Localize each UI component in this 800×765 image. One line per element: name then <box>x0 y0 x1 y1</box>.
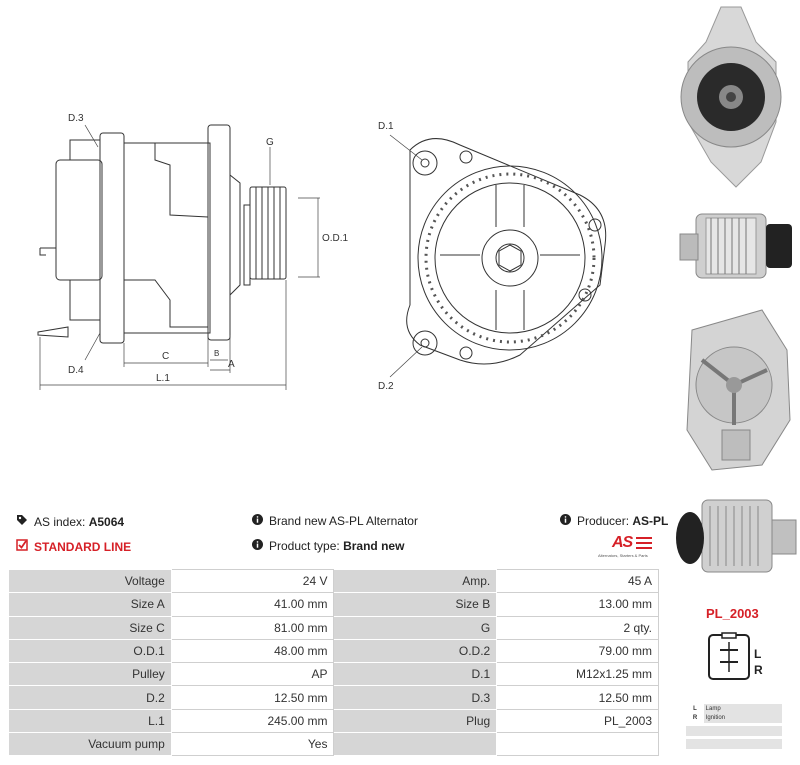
as-pl-logo <box>598 534 658 560</box>
as-index-value: A5064 <box>88 514 125 529</box>
product-photo-front <box>666 2 796 192</box>
product-type-row <box>252 539 404 553</box>
as-index-label: AS index: <box>34 514 86 529</box>
spec-value: 41.00 mm <box>171 593 334 616</box>
front-view-drawing <box>370 115 640 395</box>
spec-row <box>9 593 659 616</box>
spec-value: M12x1.25 mm <box>497 663 659 686</box>
product-photo-angle <box>672 486 800 584</box>
spec-label: Size A <box>9 593 172 616</box>
spec-value: 12.50 mm <box>497 686 659 709</box>
plug-legend-row-3 <box>686 726 782 736</box>
label-d2: D.2 <box>378 381 394 392</box>
spec-value: Yes <box>171 733 334 756</box>
spec-label <box>334 733 497 756</box>
spec-label: D.3 <box>334 686 497 709</box>
legend-key: L <box>686 704 704 714</box>
label-l1: L.1 <box>156 373 170 384</box>
plug-pin-l: L <box>754 647 762 661</box>
legend-desc: Lamp <box>705 706 721 712</box>
logo-mark: AS <box>612 534 633 551</box>
product-photo-rear <box>672 300 800 480</box>
spec-label: D.2 <box>9 686 172 709</box>
tag-icon <box>16 514 28 529</box>
standard-line-row <box>16 539 131 554</box>
spec-label: Size B <box>334 593 497 616</box>
spec-value: PL_2003 <box>497 709 659 732</box>
spec-row <box>9 709 659 732</box>
label-d1: D.1 <box>378 121 394 132</box>
label-od1: O.D.1 <box>322 233 349 244</box>
spec-row <box>9 663 659 686</box>
spec-value <box>497 733 659 756</box>
spec-value: 245.00 mm <box>171 709 334 732</box>
spec-row <box>9 639 659 662</box>
label-g: G <box>266 137 274 148</box>
spec-label: Pulley <box>9 663 172 686</box>
specs-table <box>8 569 659 756</box>
spec-label: G <box>334 616 497 639</box>
spec-value: 81.00 mm <box>171 616 334 639</box>
plug-code: PL_2003 <box>706 606 759 621</box>
label-c: C <box>162 351 170 362</box>
spec-value: 13.00 mm <box>497 593 659 616</box>
spec-label: Plug <box>334 709 497 732</box>
producer-value: AS-PL <box>632 514 669 528</box>
producer-row <box>560 514 668 528</box>
legend-desc: Ignition <box>705 715 726 721</box>
spec-row <box>9 616 659 639</box>
spec-value: 45 A <box>497 570 659 593</box>
spec-label: O.D.2 <box>334 639 497 662</box>
label-b: B <box>214 349 220 358</box>
spec-label: Vacuum pump <box>9 733 172 756</box>
spec-value: 12.50 mm <box>171 686 334 709</box>
description-row <box>252 514 418 528</box>
spec-value: 2 qty. <box>497 616 659 639</box>
spec-value: AP <box>171 663 334 686</box>
as-index-row <box>16 514 124 529</box>
description-text: Brand new AS-PL Alternator <box>269 514 418 528</box>
plug-legend-row-2 <box>686 713 782 723</box>
label-a: A <box>228 359 235 370</box>
spec-label: L.1 <box>9 709 172 732</box>
spec-row <box>9 570 659 593</box>
product-photo-side <box>676 196 800 296</box>
spec-label: O.D.1 <box>9 639 172 662</box>
check-square-icon <box>16 539 28 554</box>
producer-label: Producer: <box>577 514 630 528</box>
spec-label: Amp. <box>334 570 497 593</box>
spec-label: Voltage <box>9 570 172 593</box>
plug-pin-r: R <box>754 663 763 677</box>
product-type-label: Product type: <box>269 539 340 553</box>
label-d4: D.4 <box>68 365 84 376</box>
product-type-value: Brand new <box>343 539 405 553</box>
plug-legend-row-4 <box>686 739 782 749</box>
side-view-drawing <box>30 105 360 395</box>
logo-tagline: Alternators, Starters & Parts <box>598 553 648 558</box>
label-d3: D.3 <box>68 113 84 124</box>
info-icon <box>252 539 263 553</box>
spec-value: 48.00 mm <box>171 639 334 662</box>
spec-value: 79.00 mm <box>497 639 659 662</box>
spec-row <box>9 733 659 756</box>
spec-label: Size C <box>9 616 172 639</box>
plug-connector-icon <box>706 632 778 684</box>
spec-label: D.1 <box>334 663 497 686</box>
info-icon <box>560 514 571 528</box>
spec-row <box>9 686 659 709</box>
spec-value: 24 V <box>171 570 334 593</box>
legend-key: R <box>686 713 704 723</box>
standard-line-label: STANDARD LINE <box>34 539 132 554</box>
info-icon <box>252 514 263 528</box>
